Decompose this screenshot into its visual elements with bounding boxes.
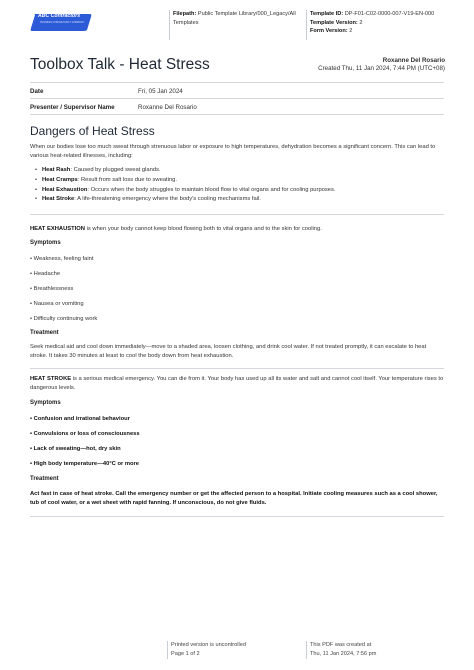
template-info-block bbox=[310, 10, 455, 36]
illness-term: Heat Rash bbox=[42, 167, 71, 173]
divider bbox=[30, 82, 444, 83]
filepath-block bbox=[173, 10, 308, 27]
stroke-term: HEAT STROKE bbox=[30, 376, 72, 382]
date-label: Date bbox=[30, 88, 44, 95]
illness-term: Heat Stroke bbox=[42, 196, 75, 203]
symptom-item: • Breathlessness bbox=[30, 286, 74, 292]
exhaustion-text: is when your body cannot keep blood flowing both to vital organs and to the skin for cooling. bbox=[84, 226, 322, 232]
symptom-item: • Headache bbox=[30, 271, 61, 277]
symptom-item: • Convulsions or loss of consciousness bbox=[30, 431, 140, 437]
illness-desc: : A life-threatening emergency where the body's cooling mechanisms fail. bbox=[74, 196, 261, 203]
footer-page-number: Page 1 of 2 bbox=[171, 651, 200, 657]
filepath-value: Public Template Library/000_Legacy/All Templates bbox=[173, 11, 296, 26]
stroke-intro bbox=[30, 375, 444, 392]
stroke-treatment-label: Treatment bbox=[30, 476, 59, 482]
stroke-text: is a serious medical emergency. You can die from it. Your body has used up all its water and salt and cannot cool itself. Your temperature rises to dangerous levels. bbox=[30, 376, 444, 391]
illness-term: Heat Exhaustion bbox=[42, 186, 88, 193]
illness-desc: : Caused by plugged sweat glands. bbox=[70, 167, 161, 173]
footer-print-info bbox=[171, 641, 246, 659]
logo-subtext: TRAINING CONSULTANCY COMPANY bbox=[40, 21, 85, 24]
list-item bbox=[42, 186, 432, 196]
section-title: Dangers of Heat Stress bbox=[30, 124, 155, 138]
presenter-label: Presenter / Supervisor Name bbox=[30, 104, 115, 111]
illness-desc: : Occurs when the body struggles to maintain blood flow to vital organs and for cooling purposes. bbox=[87, 186, 336, 193]
list-item bbox=[42, 195, 432, 205]
intro-paragraph: When our bodies lose too much sweat through strenuous labor or exposure to high temperatures, dehydration becomes a significant concern. This can lead to various heat-related illnesses, including: bbox=[30, 144, 436, 159]
footer-pdf-created-value: Thu, 11 Jan 2024, 7:56 pm bbox=[310, 651, 377, 657]
date-value: Fri, 05 Jan 2024 bbox=[138, 88, 183, 95]
stroke-treatment: Act fast in case of heat stroke. Call the emergency number or get the affected person to a hospital. Initiate cooling measures such as a cool shower, tub of cool water, or a wet sheet with rapid fanning. If unconscious, do not give fluids. bbox=[30, 491, 438, 506]
created-timestamp: Created Thu, 11 Jan 2024, 7:44 PM (UTC+08) bbox=[318, 65, 445, 72]
form-version-label: Form Version: bbox=[310, 28, 348, 34]
footer-printed: Printed version is uncontrolled bbox=[171, 642, 246, 648]
symptom-item: • High body temperature—40°C or more bbox=[30, 461, 140, 467]
template-version-label: Template Version: bbox=[310, 19, 358, 26]
stroke-symptoms-label: Symptoms bbox=[30, 400, 61, 406]
symptom-item: • Nausea or vomiting bbox=[30, 301, 84, 307]
divider bbox=[30, 516, 444, 517]
footer-pdf-created-label: This PDF was created at bbox=[310, 642, 372, 648]
symptom-item: • Lack of sweating—hot, dry skin bbox=[30, 446, 121, 452]
divider bbox=[30, 368, 444, 369]
list-item bbox=[42, 166, 432, 176]
presenter-value: Roxanne Del Rosario bbox=[138, 104, 197, 111]
divider bbox=[30, 114, 444, 115]
template-id-value: DP-F01-C02-0000-007-V19-EN-000 bbox=[344, 11, 435, 17]
symptom-item: • Weakness, feeling faint bbox=[30, 256, 94, 262]
logo-text: ABC Contractors bbox=[38, 13, 81, 19]
template-id-label: Template ID: bbox=[310, 11, 344, 17]
footer-pdf-info bbox=[310, 641, 376, 659]
filepath-label: Filepath: bbox=[173, 11, 197, 17]
symptom-item: • Difficulty continuing work bbox=[30, 316, 98, 322]
exhaustion-treatment-label: Treatment bbox=[30, 330, 59, 336]
illness-list bbox=[42, 166, 432, 205]
author-name: Roxanne Del Rosario bbox=[382, 57, 445, 64]
divider bbox=[30, 214, 444, 215]
exhaustion-term: HEAT EXHAUSTION bbox=[30, 226, 85, 232]
exhaustion-symptoms-label: Symptoms bbox=[30, 240, 61, 246]
list-item bbox=[42, 176, 432, 186]
illness-desc: : Result from salt loss due to sweating. bbox=[77, 176, 178, 183]
divider bbox=[30, 98, 444, 99]
exhaustion-treatment: Seek medical aid and cool down immediately—move to a shaded area, loosen clothing, and drink cool water. If not treated promptly, it can escalate to heat stroke. It takes 30 minutes at least to cool the body down from heat exhaustion. bbox=[30, 344, 427, 359]
exhaustion-intro bbox=[30, 225, 444, 234]
document-header bbox=[30, 10, 450, 42]
form-version-value: 2 bbox=[349, 28, 353, 34]
symptom-item: • Confusion and irrational behaviour bbox=[30, 416, 130, 422]
template-version-value: 2 bbox=[359, 19, 363, 26]
illness-term: Heat Cramps bbox=[42, 176, 78, 183]
page-title: Toolbox Talk - Heat Stress bbox=[30, 56, 210, 73]
